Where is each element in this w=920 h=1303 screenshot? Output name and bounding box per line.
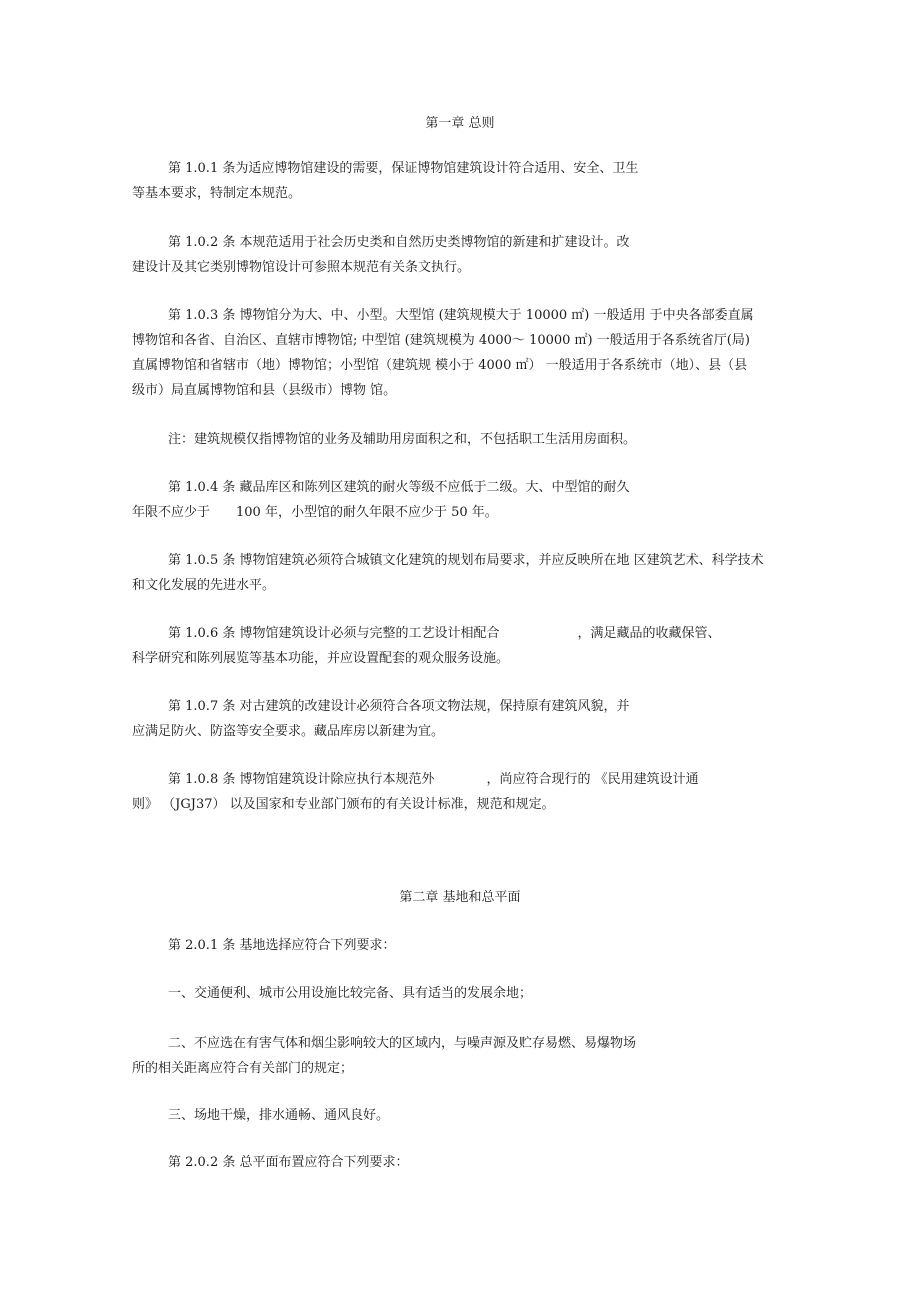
chapter-1-title: 第一章 总则 (425, 116, 495, 131)
clause-2-0-1-item-2-line-1: 二、不应选在有害气体和烟尘影响较大的区域内，与噪声源及贮存易燃、易爆物场 (168, 1036, 637, 1051)
clause-1-0-3-line-2: 博物馆和各省、自治区、直辖市博物馆; 中型馆 (建筑规模为 4000～ 10000 ㎡) 一般适用于各系统省厅(局) (132, 333, 750, 348)
clause-2-0-2-line: 第 2.0.2 条 总平面布置应符合下列要求： (168, 1155, 409, 1170)
clause-1-0-6-line-1: 第 1.0.6 条 博物馆建筑设计必须与完整的工艺设计相配合 ，满足藏品的收藏保管、 (168, 626, 721, 641)
clause-1-0-5-line-1: 第 1.0.5 条 博物馆建筑必须符合城镇文化建筑的规划布局要求，并应反映所在地 区建筑艺术、科学技术 (168, 553, 764, 568)
clause-1-0-8-line-2: 则》 （JGJ37） 以及国家和专业部门颁布的有关设计标准，规范和规定。 (132, 797, 555, 812)
clause-1-0-3-line-4: 级市）局直属博物馆和县（县级市）博物 馆。 (132, 383, 397, 398)
clause-2-0-1-item-2-line-2: 所的相关距离应符合有关部门的规定； (132, 1061, 354, 1076)
clause-1-0-1-line-1: 第 1.0.1 条为适应博物馆建设的需要，保证博物馆建筑设计符合适用、安全、卫生 (168, 161, 639, 176)
clause-1-0-4-line-2: 年限不应少于 100 年，小型馆的耐久年限不应少于 50 年。 (132, 505, 498, 520)
clause-1-0-3-line-1: 第 1.0.3 条 博物馆分为大、中、小型。大型馆 (建筑规模大于 10000 ㎡) 一般适用 于中央各部委直属 (168, 308, 754, 323)
clause-1-0-5-line-2: 和文化发展的先进水平。 (132, 578, 276, 593)
clause-2-0-1-line: 第 2.0.1 条 基地选择应符合下列要求： (168, 938, 396, 953)
clause-1-0-6-line-2: 科学研究和陈列展览等基本功能，并应设置配套的观众服务设施。 (132, 651, 510, 666)
clause-2-0-1-item-1: 一、交通便利、城市公用设施比较完备、具有适当的发展余地； (168, 986, 533, 1001)
clause-2-0-1-item-3: 三、场地干燥，排水通畅、通风良好。 (168, 1108, 390, 1123)
clause-1-0-7-line-2: 应满足防火、防盗等安全要求。藏品库房以新建为宜。 (132, 724, 445, 739)
clause-1-0-8-line-1: 第 1.0.8 条 博物馆建筑设计除应执行本规范外 ，尚应符合现行的 《民用建筑设计通 (168, 772, 699, 787)
note-line: 注：建筑规模仅指博物馆的业务及辅助用房面积之和，不包括职工生活用房面积。 (168, 432, 637, 447)
clause-1-0-4-line-1: 第 1.0.4 条 藏品库区和陈列区建筑的耐火等级不应低于二级。大、中型馆的耐久 (168, 480, 630, 495)
chapter-2-title: 第二章 基地和总平面 (399, 890, 521, 905)
clause-1-0-2-line-1: 第 1.0.2 条 本规范适用于社会历史类和自然历史类博物馆的新建和扩建设计。改 (168, 235, 630, 250)
clause-1-0-1-line-2: 等基本要求，特制定本规范。 (132, 186, 302, 201)
clause-1-0-3-line-3: 直属博物馆和省辖市（地）博物馆；小型馆（建筑规 模小于 4000 ㎡） 一般适用于各系统市（地）、县（县 (132, 358, 748, 373)
clause-1-0-7-line-1: 第 1.0.7 条 对古建筑的改建设计必须符合各项文物法规，保持原有建筑风貌，并 (168, 699, 630, 714)
clause-1-0-2-line-2: 建设计及其它类别博物馆设计可参照本规范有关条文执行。 (132, 260, 471, 275)
